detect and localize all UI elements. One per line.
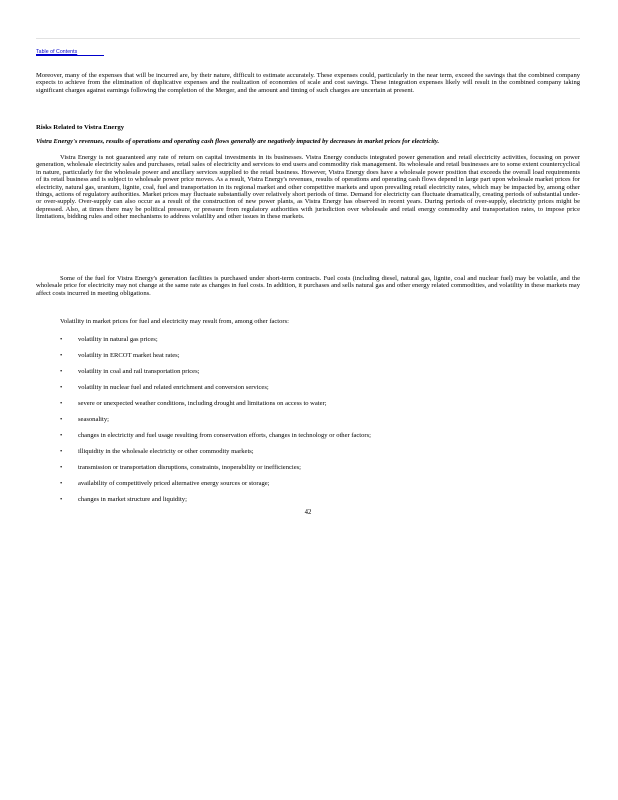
bullet-icon: •	[60, 496, 63, 503]
list-item: • volatility in coal and rail transportation prices;	[60, 368, 200, 375]
bullet-icon: •	[60, 336, 63, 343]
bullet-icon: •	[60, 352, 63, 359]
list-item: • changes in electricity and fuel usage resulting from conservation efforts, changes in technology or other factors;	[60, 432, 371, 439]
top-divider	[36, 38, 580, 39]
list-item: • changes in market structure and liquidity;	[60, 496, 187, 503]
list-item: • volatility in natural gas prices;	[60, 336, 158, 343]
bullet-icon: •	[60, 480, 63, 487]
list-item: • volatility in nuclear fuel and related enrichment and conversion services;	[60, 384, 269, 391]
list-item: • severe or unexpected weather conditions, including drought and limitations on access to water;	[60, 400, 327, 407]
body-paragraph-fuel: Some of the fuel for Vistra Energy's generation facilities is purchased under short-term contracts. Fuel costs (including diesel, natural gas, lignite, coal and nuclear fuel) may be volatile, and the wholesale price for electricity may not change at the same rate as changes in fuel costs. In addition, it purchases and sells natural gas and other energy related commodities, and volatility in these markets may affect costs incurred in meeting obligations.	[36, 275, 580, 297]
bullet-icon: •	[60, 384, 63, 391]
table-of-contents-link[interactable]: Table of Contents	[36, 49, 104, 56]
section-heading: Risks Related to Vistra Energy	[36, 124, 125, 131]
bullet-icon: •	[60, 432, 63, 439]
list-item: • availability of competitively priced alternative energy sources or storage;	[60, 480, 270, 487]
bullet-icon: •	[60, 448, 63, 455]
bullet-icon: •	[60, 464, 63, 471]
bullet-icon: •	[60, 368, 63, 375]
list-item: • volatility in ERCOT market heat rates;	[60, 352, 180, 359]
body-paragraph-rate-of-return: Vistra Energy is not guaranteed any rate of return on capital investments in its businesses. Vistra Energy conducts integrated power generation and retail electricity activities, focusing on power generation, wholesale electricity sales and purchases, retail sales of electricity and services to end users and commodity risk management. Its wholesale and retail businesses are to some extent countercyclical in nature, particularly for the wholesale power and ancillary services supplied to the retail business. However, Vistra Energy does have a wholesale power position that exceeds the overall load requirements of its retail business and is subject to wholesale power price moves. As a result, Vistra Energy's revenues, results of operations and operating cash flows depend in large part upon wholesale market prices for electricity, natural gas, uranium, lignite, coal, fuel and transportation in its regional market and other competitive markets and upon prevailing retail electricity rates, which may be impacted by, among other things, actions of regulatory authorities. Market prices may fluctuate substantially over relatively short periods of time. Demand for electricity can fluctuate dramatically, creating periods of substantial under- or over-supply. Over-supply can also occur as a result of the construction of new power plants, as Vistra Energy has observed in recent years. During periods of over-supply, electricity prices might be depressed. Also, at times there may be political pressure, or pressure from regulatory authorities with jurisdiction over wholesale and retail energy commodity and transportation rates, to impose price limitations, bidding rules and other mechanisms to address volatility and other issues in these markets.	[36, 154, 580, 221]
intro-paragraph: Moreover, many of the expenses that will be incurred are, by their nature, difficult to estimate accurately. These expenses could, particularly in the near term, exceed the savings that the combined company expects to achieve from the elimination of duplicative expenses and the realization of economies of scale and cost savings. These integration expenses likely will result in the combined company taking significant charges against earnings following the completion of the Merger, and the amount and timing of such charges are uncertain at present.	[36, 72, 580, 94]
risk-factor-heading: Vistra Energy's revenues, results of operations and operating cash flows generally are negatively impacted by decreases in market prices for electricity.	[36, 138, 440, 145]
list-item: • transmission or transportation disruptions, constraints, inoperability or inefficiencies;	[60, 464, 301, 471]
list-intro: Volatility in market prices for fuel and electricity may result from, among other factors:	[60, 318, 289, 325]
bullet-icon: •	[60, 400, 63, 407]
list-item: • illiquidity in the wholesale electricity or other commodity markets;	[60, 448, 254, 455]
bullet-icon: •	[60, 416, 63, 423]
page-number: 42	[304, 509, 312, 516]
volatility-factors-list	[36, 336, 580, 512]
list-item: • seasonality;	[60, 416, 109, 423]
